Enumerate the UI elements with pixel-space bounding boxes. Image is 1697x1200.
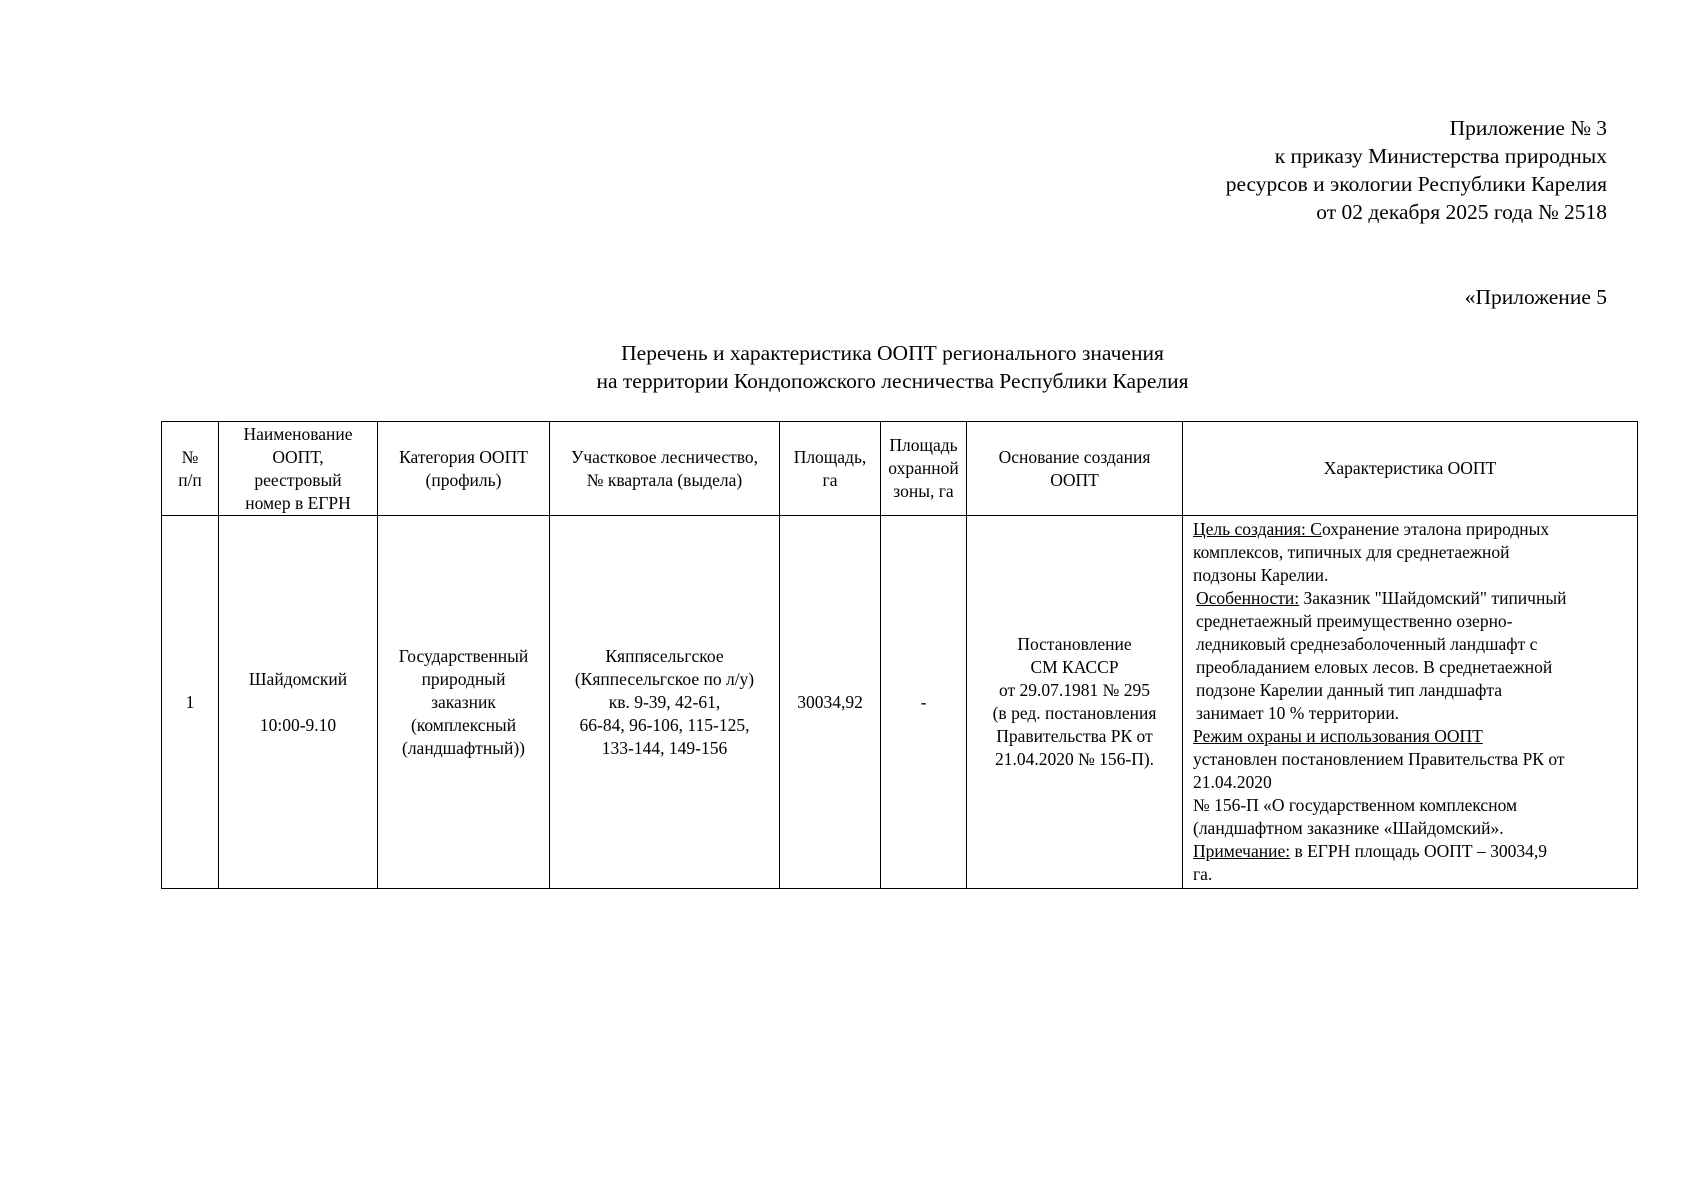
header-text: Участковое лесничество,: [570, 446, 759, 467]
oopt-name: Шайдомский: [248, 668, 348, 689]
cell-basis: [967, 516, 1183, 889]
header-text: Площадь: [889, 435, 958, 455]
header-area: [780, 422, 881, 516]
cell-num: 1: [162, 516, 219, 889]
document-title: [0, 339, 1697, 395]
table-row: [162, 516, 1638, 889]
basis-line: СМ КАССР: [1030, 657, 1119, 677]
features-line: среднетаежный преимущественно озерно-: [1196, 611, 1513, 631]
goal-label: Цель создания: С: [1193, 519, 1322, 539]
header-text: № квартала (выдела): [586, 469, 743, 490]
goal-text: охранение эталона природных: [1321, 519, 1550, 539]
features-line: подзоне Карелии данный тип ландшафта: [1196, 680, 1502, 700]
regime-line: (ландшафтном заказнике «Шайдомский».: [1193, 818, 1504, 838]
category-line: (комплексный: [410, 714, 517, 735]
header-text: (профиль): [425, 469, 502, 490]
cell-category: [378, 516, 550, 889]
goal-line: [1193, 518, 1631, 541]
cell-name: [219, 516, 378, 889]
spacer: [221, 691, 375, 714]
note-line: [1193, 840, 1631, 863]
appendix-header-line: к приказу Министерства природных: [1274, 144, 1607, 168]
header-buffer-area: [881, 422, 967, 516]
header-text: ООПТ: [1050, 469, 1099, 490]
cell-buffer-area: -: [881, 516, 967, 889]
header-text: ООПТ,: [272, 446, 324, 467]
regime-line: установлен постановлением Правительства РК от: [1193, 749, 1565, 769]
oopt-table: [161, 421, 1638, 889]
regime-label: Режим охраны и использования ООПТ: [1193, 726, 1483, 746]
table-header-row: [162, 422, 1638, 516]
appendix-header-line: от 02 декабря 2025 года № 2518: [1316, 200, 1607, 224]
note-text: в ЕГРН площадь ООПТ – 30034,9: [1290, 841, 1547, 861]
header-text: Площадь,: [793, 446, 867, 467]
regime-line: № 156-П «О государственном комплексном: [1193, 795, 1518, 815]
category-line: Государственный: [398, 645, 529, 666]
forestry-line: 66-84, 96-106, 115-125,: [579, 714, 750, 735]
document-title-line: Перечень и характеристика ООПТ регионального значения: [621, 341, 1164, 365]
forestry-line: кв. 9-39, 42-61,: [608, 691, 721, 712]
cell-characteristics: [1183, 516, 1638, 889]
header-text: Основание создания: [998, 446, 1151, 467]
note-line: га.: [1193, 864, 1213, 884]
header-text: охранной: [888, 458, 959, 478]
regime-line: 21.04.2020: [1193, 772, 1272, 792]
category-line: природный: [421, 668, 506, 689]
basis-line: (в ред. постановления: [992, 703, 1157, 723]
document-title-line: на территории Кондопожского лесничества Республики Карелия: [596, 369, 1189, 393]
forestry-line: 133-144, 149-156: [601, 737, 728, 758]
features-text: Заказник "Шайдомский" типичный: [1299, 588, 1567, 608]
note-label: Примечание:: [1193, 841, 1291, 861]
header-text: зоны, га: [893, 481, 954, 501]
basis-line: Постановление: [1017, 634, 1132, 654]
forestry-line: (Кяппесельгское по л/у): [574, 668, 755, 689]
header-text: га: [822, 469, 838, 490]
header-text: №: [181, 446, 199, 467]
header-name: [219, 422, 378, 516]
category-line: (ландшафтный)): [402, 737, 525, 758]
header-text: Категория ООПТ: [399, 446, 528, 467]
appendix-header: [987, 114, 1607, 226]
cell-area: 30034,92: [780, 516, 881, 889]
header-basis: [967, 422, 1183, 516]
registry-number: 10:00-9.10: [259, 714, 337, 735]
features-line: занимает 10 % территории.: [1196, 703, 1400, 723]
basis-line: от 29.07.1981 № 295: [999, 680, 1150, 700]
basis-line: 21.04.2020 № 156-П).: [994, 749, 1155, 769]
basis-line: Правительства РК от: [996, 726, 1153, 746]
header-text: Наименование: [243, 423, 353, 444]
header-characteristics: Характеристика ООПТ: [1183, 422, 1638, 516]
header-text: номер в ЕГРН: [245, 492, 351, 513]
header-num: [162, 422, 219, 516]
category-line: заказник: [431, 691, 496, 712]
features-line: ледниковый среднезаболоченный ландшафт с: [1196, 634, 1538, 654]
forestry-line: Кяппясельгское: [605, 645, 724, 666]
header-category: [378, 422, 550, 516]
cell-forestry: [550, 516, 780, 889]
header-text: п/п: [178, 469, 202, 490]
goal-line: подзоны Карелии.: [1193, 565, 1329, 585]
appendix-header-line: Приложение № 3: [1449, 116, 1607, 140]
appendix-header-line: ресурсов и экологии Республики Карелия: [1225, 172, 1607, 196]
sub-appendix-label: «Приложение 5: [1464, 285, 1607, 309]
features-line: преобладанием еловых лесов. В среднетаежной: [1196, 657, 1553, 677]
features-label: Особенности:: [1196, 588, 1300, 608]
goal-line: комплексов, типичных для среднетаежной: [1193, 542, 1510, 562]
header-forestry: [550, 422, 780, 516]
features-line: [1193, 587, 1631, 610]
header-text: реестровый: [254, 469, 342, 490]
